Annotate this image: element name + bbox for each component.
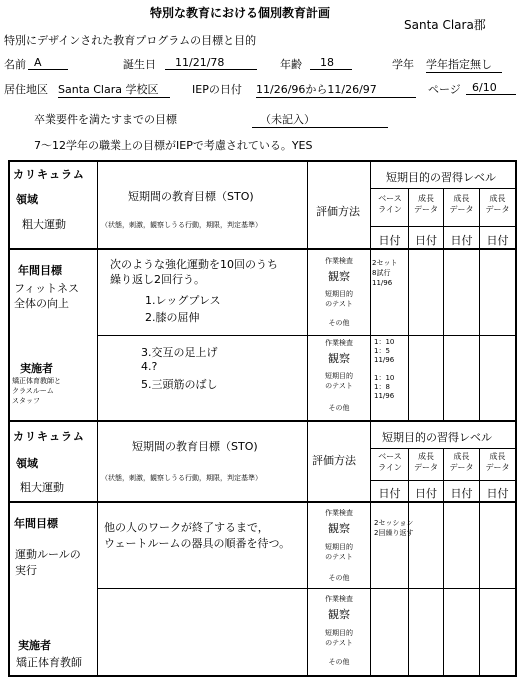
progress-label-1: 短期目的の習得レベル bbox=[386, 171, 496, 184]
eval-sto-test-1b: 短期目的 のテスト bbox=[325, 372, 353, 390]
date-label-2d: 日付 bbox=[486, 487, 509, 500]
page-number-label: ページ bbox=[428, 83, 461, 96]
county-name: Santa Clara郡 bbox=[404, 18, 486, 32]
eval-observation-1b: 観察 bbox=[328, 352, 350, 365]
eval-work-sample-1a: 作業検査 bbox=[325, 257, 353, 265]
eval-other-2a: その他 bbox=[328, 574, 350, 582]
col-growth-2a: 成長 データ bbox=[414, 452, 438, 472]
eval-sto-test-1a: 短期目的 のテスト bbox=[325, 290, 353, 308]
progress-label-2: 短期目的の習得レベル bbox=[382, 431, 492, 444]
birth-label: 誕生日 bbox=[123, 58, 156, 71]
eval-work-sample-1b: 作業検査 bbox=[325, 339, 353, 347]
name-field: A bbox=[28, 56, 68, 70]
baseline-value-1b: 1：10 1：5 11/96 1：10 1：8 11/96 bbox=[374, 338, 395, 400]
eval-work-sample-2a: 作業検査 bbox=[325, 509, 353, 517]
col-baseline-2: ベース ライン bbox=[378, 452, 402, 472]
age-label: 年齢 bbox=[280, 58, 302, 71]
graduation-goal-label: 卒業要件を満たすまでの目標 bbox=[34, 113, 177, 126]
sto-subtitle-2: （状態，刺激，観察しうる行動，期限，判定基準） bbox=[101, 474, 262, 482]
domain-label-1: 領域 bbox=[16, 193, 38, 206]
col-growth-2c: 成長 データ bbox=[485, 452, 510, 472]
date-label-2b: 日付 bbox=[415, 487, 437, 500]
annual-goal-value-2: 運動ルールの 実行 bbox=[15, 548, 81, 577]
date-label-1a: 日付 bbox=[378, 234, 401, 247]
eval-method-label-2: 評価方法 bbox=[312, 454, 356, 467]
page-number-field: 6/10 bbox=[466, 81, 516, 95]
col-growth-1c: 成長 データ bbox=[485, 194, 510, 214]
col-growth-2b: 成長 データ bbox=[449, 452, 474, 472]
objective-2-item-4: 4.? bbox=[141, 360, 158, 373]
annual-goal-label-2: 年間目標 bbox=[14, 517, 58, 530]
grade-label: 学年 bbox=[392, 58, 414, 71]
curriculum-label-1: カリキュラム bbox=[13, 168, 85, 181]
sto-title-2: 短期間の教育目標（STO) bbox=[132, 440, 258, 453]
date-label-1d: 日付 bbox=[486, 234, 509, 247]
district-label: 居住地区 bbox=[4, 83, 48, 96]
implementer-value-2: 矯正体育教師 bbox=[16, 656, 82, 669]
eval-sto-test-2a: 短期目的 のテスト bbox=[325, 543, 353, 561]
col-baseline-1: ベース ライン bbox=[378, 194, 402, 214]
domain-value-1: 粗大運動 bbox=[22, 218, 66, 231]
vocational-note: 7～12学年の職業上の目標がIEPで考慮されている。YES bbox=[34, 139, 313, 152]
objective-2-item-5: 5.三頭筋のばし bbox=[141, 378, 218, 391]
domain-value-2: 粗大運動 bbox=[20, 481, 64, 494]
objective-3-text: 他の人のワークが終了するまで， ウェートルームの器具の順番を待つ。 bbox=[104, 521, 291, 550]
eval-other-1b: その他 bbox=[328, 404, 350, 412]
age-field: 18 bbox=[310, 56, 352, 70]
eval-observation-2b: 観察 bbox=[328, 608, 350, 621]
objective-1-text: 次のような強化運動を10回のうち 繰り返し2回行う。 bbox=[110, 258, 278, 286]
annual-goal-label-1: 年間目標 bbox=[18, 264, 62, 277]
iep-date-label: IEPの日付 bbox=[192, 83, 242, 96]
implementer-label-1: 実施者 bbox=[20, 362, 53, 375]
domain-label-2: 領域 bbox=[16, 457, 38, 470]
objective-1-item-1: 1.レッグプレス bbox=[145, 294, 221, 307]
curriculum-label-2: カリキュラム bbox=[13, 430, 85, 443]
eval-sto-test-2b: 短期目的 のテスト bbox=[325, 629, 353, 647]
graduation-goal-field: （未記入） bbox=[252, 111, 388, 128]
eval-work-sample-2b: 作業検査 bbox=[325, 595, 353, 603]
subtitle: 特別にデザインされた教育プログラムの目標と目的 bbox=[4, 34, 257, 47]
implementer-value-1: 矯正体育教師と クラスルーム スタッフ bbox=[12, 377, 61, 405]
eval-method-label-1: 評価方法 bbox=[316, 205, 360, 218]
eval-other-2b: その他 bbox=[328, 658, 350, 666]
baseline-value-1a: 2セット 8試行 11/96 bbox=[372, 259, 398, 287]
name-label: 名前 bbox=[4, 58, 26, 71]
annual-goal-value-1: フィットネス 全体の向上 bbox=[14, 282, 80, 310]
objective-1-item-2: 2.膝の屈伸 bbox=[145, 311, 200, 324]
page-title: 特別な教育における個別教育計画 bbox=[150, 6, 331, 20]
col-growth-1a: 成長 データ bbox=[414, 194, 438, 214]
baseline-value-2a: 2セッション 2回繰り返す bbox=[374, 519, 414, 537]
district-field: Santa Clara 学校区 bbox=[58, 81, 170, 98]
sto-title-1: 短期間の教育目標（STO) bbox=[128, 190, 254, 203]
col-growth-1b: 成長 データ bbox=[449, 194, 474, 214]
date-label-2c: 日付 bbox=[450, 487, 473, 500]
iep-date-field: 11/26/96から11/26/97 bbox=[256, 81, 416, 98]
date-label-1b: 日付 bbox=[415, 234, 437, 247]
objective-2-item-3: 3.交互の足上げ bbox=[141, 346, 218, 359]
grade-field: 学年指定無し bbox=[426, 56, 502, 73]
birth-field: 11/21/78 bbox=[165, 56, 257, 70]
eval-observation-1a: 観察 bbox=[328, 270, 350, 283]
date-label-1c: 日付 bbox=[450, 234, 473, 247]
date-label-2a: 日付 bbox=[378, 487, 401, 500]
sto-subtitle-1: （状態，刺激，観察しうる行動，期限，判定基準） bbox=[101, 221, 262, 229]
implementer-label-2: 実施者 bbox=[18, 639, 51, 652]
eval-observation-2a: 観察 bbox=[328, 522, 350, 535]
eval-other-1a: その他 bbox=[328, 319, 350, 327]
